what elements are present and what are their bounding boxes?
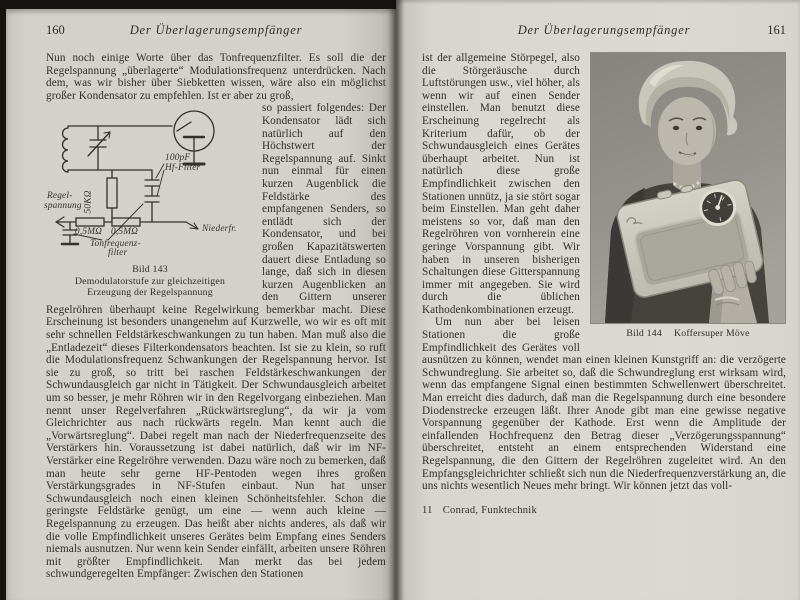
- label-resistor-05b: 0,5MΩ: [111, 227, 139, 238]
- book-page-left: [6, 9, 396, 600]
- label-niederfrequenz: Niederfr.: [202, 224, 237, 235]
- photo-caption-text: Koffersuper Möve: [673, 328, 750, 339]
- paragraph-main-right: Um nun aber bei leisen Stationen die große Empfindlichkeit des Gerätes voll ausnützen zu können, wendet man einen kleinen Kunstgriff an: die verzögerte Schwundreglung. Sie arbeitet so, daß die Schwundreglung erst wirksam wird, wenn das empfangene Signal einen bestimmten Schwellenwert überschreitet. Man erreicht dies dadurch, daß man die Regelspannung durch eine besondere Diodenstrecke erzeugen läßt. Ihrer Anode gibt man eine gewisse negative Vorspannung gegenüber der Kathode. Erst wenn die Amplitude der einfallenden Hochfrequenz den Betrag dieser „Verzögerungsspannung“ überschreitet, entsteht an einem entsprechenden Widerstand eine Regelspannung, die den Gittern der Regelröhren zugeleitet wird. An den Empfangsgleichrichter schließt sich nun die Niederfrequenzverstärkung an, die uns nichts wesentlich Neues mehr bringt. Wir können jetzt das voll-: [422, 316, 786, 493]
- page-header-left: [46, 23, 386, 38]
- signature-footer: [422, 505, 786, 516]
- left-page-text-block: [46, 52, 386, 581]
- figure-photo: [590, 52, 786, 341]
- label-tonfrequenzfilter-2: filter: [108, 248, 128, 259]
- photo-caption: [590, 328, 786, 341]
- paragraph-column-right: ist der allgemeine Störpegel, also die Störgeräusche durch Luftstörungen usw., viel höher, als wenn wir auf einen Sender einstellen. Man benutzt diese Erscheinung regelrecht als Kriterium dafür, ob der Schwundausgleich eines Gerätes überhaupt arbeitet. Nun ist natürlich diese große Empfindlichkeit zwischen den Stationen unnütz, ja sie stört sogar beim Einstellen. Man geht daher meistens so vor, daß man den Regelröhren von vornherein eine geringe Vorspannung gibt. Wir haben in unseren bisherigen Schaltungen diese Gitterspannung immer mit angegeben. Sie wird durch die üblichen Kathodenkombinationen erzeugt.: [422, 52, 580, 316]
- photo-woman-with-radio: [591, 53, 785, 323]
- running-title-left: Der Überlagerungsempfänger: [129, 23, 303, 37]
- label-hf-filter: Hf-Filter: [165, 163, 201, 174]
- label-resistor-05a: 0,5MΩ: [75, 227, 103, 238]
- label-50k-resistor: 50KΩ: [83, 190, 94, 214]
- page-header-right: [422, 23, 786, 38]
- label-tonfrequenzfilter-1: Tonfrequenz-: [90, 239, 141, 250]
- signature-text: Conrad, Funktechnik: [442, 504, 538, 516]
- page-number-left: 160: [46, 23, 65, 37]
- page-number-right: 161: [767, 23, 786, 37]
- label-regelspannung-1: Regel-: [47, 191, 73, 202]
- right-page-text-block: [422, 52, 786, 493]
- label-regelspannung-2: spannung: [44, 201, 82, 212]
- circuit-caption-line1: Demodulatorstufe zur gleichzeitigen: [74, 275, 226, 287]
- paragraph-intro: Nun noch einige Worte über das Tonfrequenzfilter. Es soll die der Regelspannung „überlagerte“ Modulationsfrequenz unterdrücken. Nach dem, was wir bisher über Siebketten wissen, wäre also ein möglichst großer Kondensator zu empfehlen. Ist er aber zu groß,: [46, 52, 386, 102]
- circuit-caption-number: Bild 143: [132, 264, 168, 276]
- paragraph-main-left: so passiert folgendes: Der Kondensator lädt sich natürlich auf den Höchstwert der Regelspannung auf. Sinkt nun einmal für einen kurzen Augenblick die Feldstärke des empfangenen Senders, so entlädt sich der Kondensator, und bei großen Kapazitätswerten dauert diese Entladung so lange, daß sich in diesen kurzen Augenblicken an den Gittern unserer Regelröhren überhaupt keine Regelwirkung bemerkbar macht. Diese Erscheinung ist besonders unangenehm auf Kurzwelle, wo wir es oft mit sehr schnellen Feldstärkeschwankungen zu tun haben. Man muß also die „Entladezeit“ dieses Filterkondensators beachten. Ist sie zu klein, so ruft die Modulationsfrequenz Schwankungen der Regelspannung hervor. Ist sie zu groß, so tritt bei raschen Feldstärkeschwankungen der Schwundausgleich gar nicht in Tätigkeit. Der Schwundausgleich arbeitet um so besser, je mehr Röhren wir in den Regelvorgang einbeziehen. Man nennt unser Regelverfahren „Rückwärtsreglung“, da wir ja vom Gleichrichter aus nach rückwärts regeln. Man kennt auch die „Vorwärtsreglung“. Dabei regelt man nach der Niederfrequenzseite des Verstärkers hin. Voraussetzung ist dabei natürlich, daß wir im NF-Verstärker eine Regelröhre verwenden. Dazu wäre noch zu bemerken, daß man heute sehr gerne HF-Pentoden wegen ihres großen Verstärkungsgrades in NF-Stufen einbaut. Nun hat unser Schwundausgleich noch einen kleinen Schönheitsfehler. Schon die geringste Feldstärke genügt, um eine — wenn auch kleine — Regelspannung zu erzeugen. Das heißt aber nichts anderes, als daß wir die volle Empfindlichkeit unseres Gerätes beim Empfang eines Senders niemals ausnutzen. Nur wenn kein Sender einfällt, arbeiten unsere Röhren mit größter Empfindlichkeit. Man merkt das bei jedem schwundgeregelten Empfänger: Zwischen den Stationen: [46, 102, 386, 581]
- signature-number: 11: [422, 504, 433, 516]
- book-page-right: [396, 0, 800, 600]
- circuit-figure-caption: [46, 264, 254, 299]
- photo-frame: [590, 52, 786, 324]
- figure-circuit: [46, 104, 254, 299]
- photo-caption-number: Bild 144: [626, 328, 662, 339]
- label-100pf: 100pF: [165, 153, 191, 164]
- circuit-caption-line2: Erzeugung der Regelspannung: [87, 287, 213, 299]
- running-title-right: Der Überlagerungsempfänger: [517, 23, 691, 37]
